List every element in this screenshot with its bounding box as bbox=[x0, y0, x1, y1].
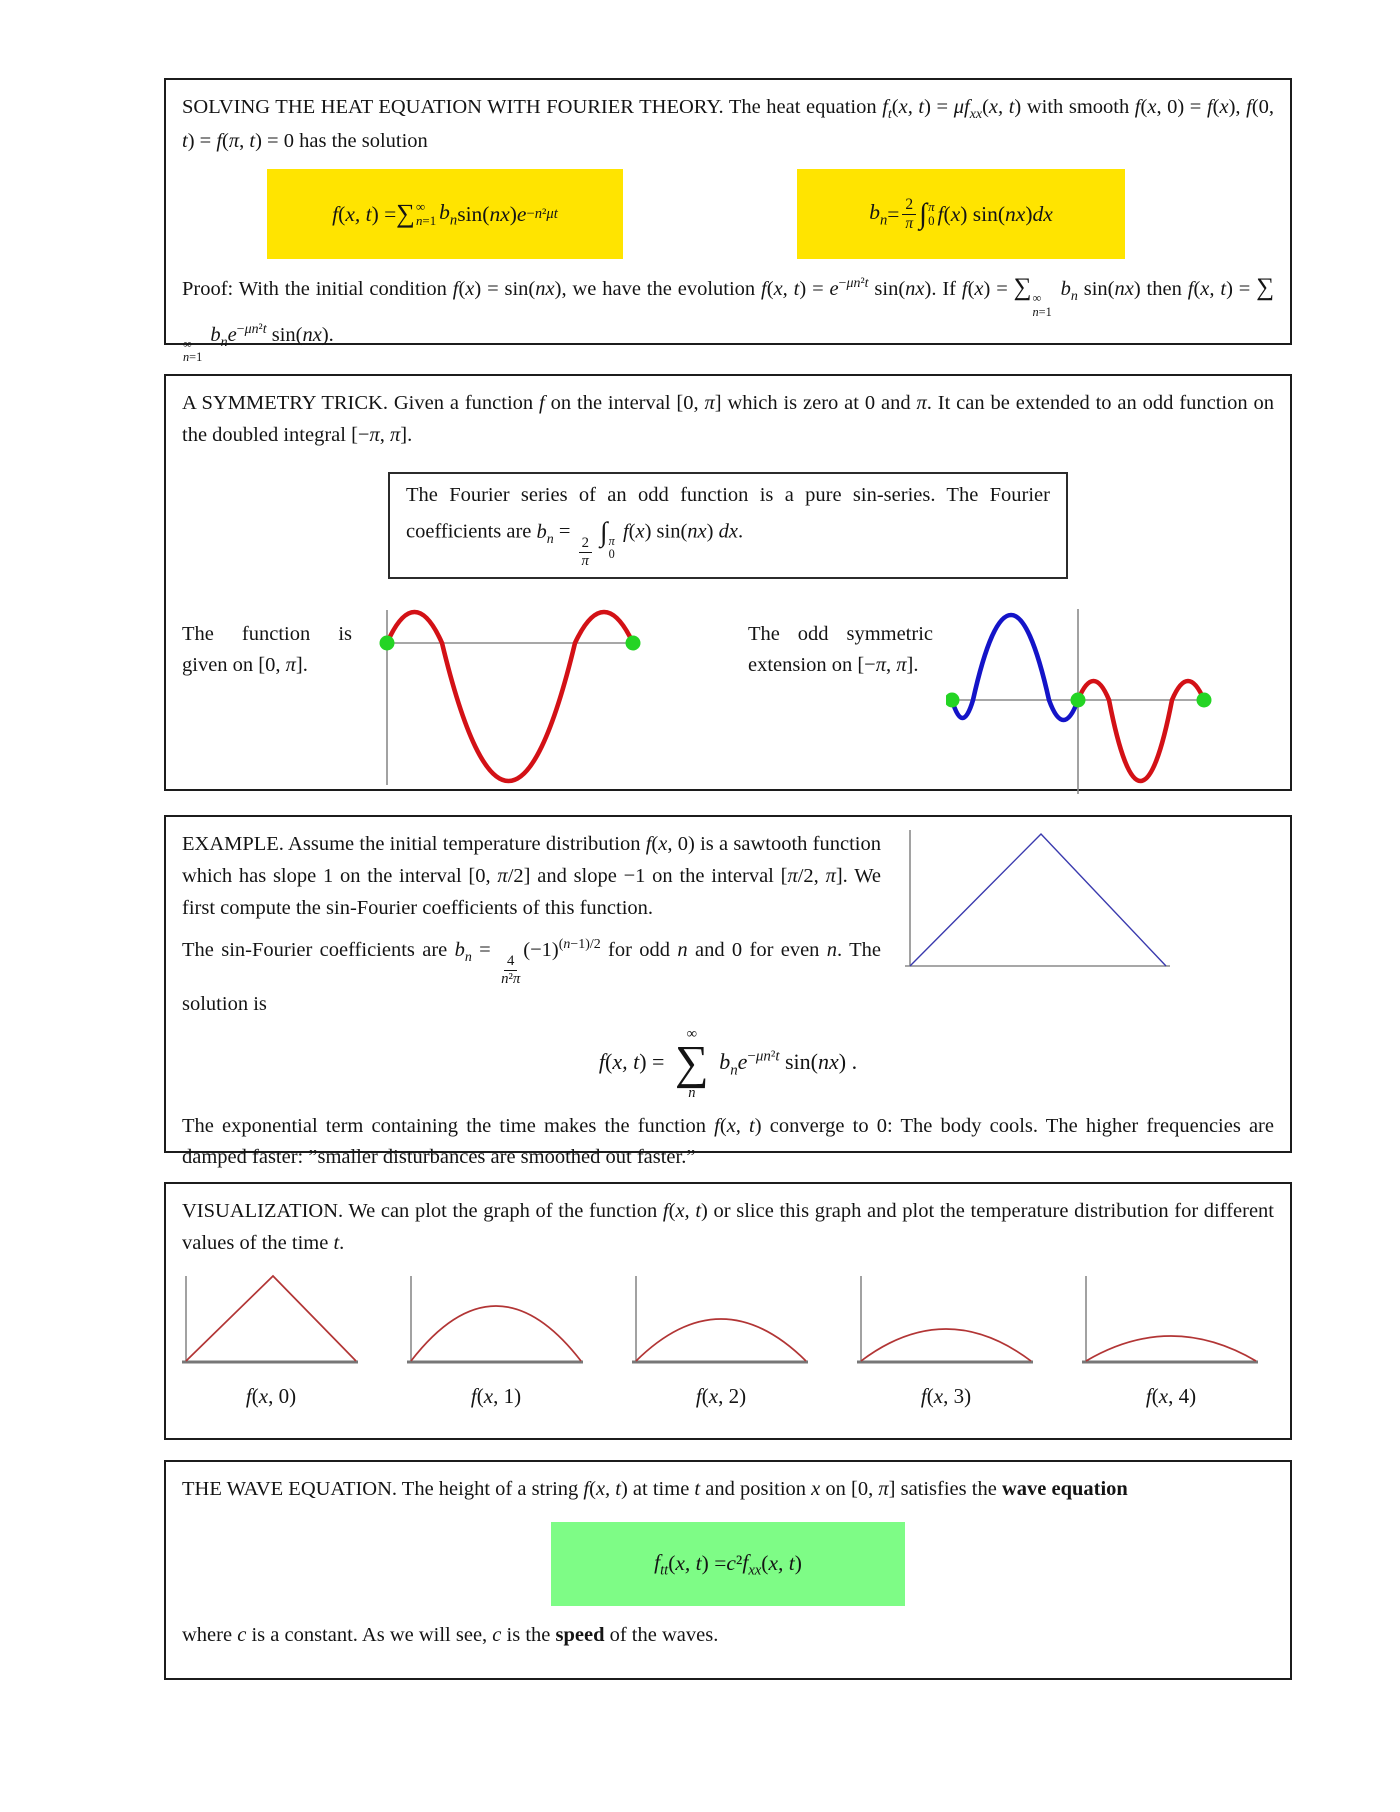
heat-solution-formula: f ( x, t ) = ∑ ∞ n=1 $b_n$ sin( nx ) e −n²μt bbox=[267, 169, 623, 259]
slice-label: f(x, 3) bbox=[920, 1383, 972, 1408]
function-plot bbox=[371, 607, 641, 797]
symmetry-intro-paragraph: A SYMMETRY TRICK. Given a function f on the interval [0, π] which is zero at 0 and π. It can be extended to an odd function on the doubled integral [−π, π]. bbox=[182, 392, 1274, 446]
odd-extension-plot bbox=[946, 607, 1216, 797]
wave-note-paragraph: where c is a constant. As we will see, c is the speed of the waves. bbox=[182, 1623, 719, 1646]
endpoint-dot-left bbox=[946, 692, 960, 707]
temperature-curve bbox=[636, 1319, 806, 1361]
sawtooth-plot bbox=[905, 827, 1170, 972]
slice-label: f(x, 2) bbox=[695, 1383, 747, 1408]
heat-proof-paragraph: Proof: With the initial condition f(x) = sin(nx), we have the evolution f(x, $t) = e^{-\mu n^2t}$ sin(nx). If f(x) = ∑ ∞ n=1 $b_n$ sin(nx) then f(x, t) = ∑ ∞ n=1 $b_ne^{-\mu n^2t}$ sin(nx). bbox=[182, 274, 1275, 365]
slice-plot-t1 bbox=[407, 1274, 585, 1370]
fourier-coefficient-formula: $b_n$ = $\frac{2}{\pi}$ ∫ π 0 f ( x ) sin( nx ) dx bbox=[797, 169, 1125, 259]
symmetry-plots-row bbox=[182, 607, 1274, 797]
visualization-intro-paragraph: VISUALIZATION. We can plot the graph of the function f(x, t) or slice this graph and plot the temperature distribution for different values of the time t. bbox=[182, 1200, 1275, 1254]
slice-plot-t4 bbox=[1082, 1274, 1260, 1370]
highlighted-formula-row bbox=[267, 169, 1125, 259]
endpoint-dot-center bbox=[1071, 692, 1086, 707]
example-solution-formula: f(x, t) = ∞ ∑ n $b_ne^{-\mu n^2t}$ sin(nx) . bbox=[598, 1025, 858, 1102]
wave-equation-section bbox=[164, 1460, 1292, 1680]
symmetry-trick-section bbox=[164, 374, 1292, 791]
sawtooth-curve bbox=[910, 834, 1166, 966]
slice-plot-t3 bbox=[857, 1274, 1035, 1370]
temperature-curve bbox=[861, 1329, 1031, 1361]
endpoint-dot-left bbox=[380, 635, 395, 650]
temperature-curve bbox=[1086, 1336, 1256, 1361]
temperature-curve bbox=[186, 1276, 356, 1361]
slice-label: f(x, 4) bbox=[1145, 1383, 1197, 1408]
odd-extension-caption: The odd symmetric extension on [−π, π]. bbox=[748, 622, 933, 677]
endpoint-dot-right bbox=[626, 635, 641, 650]
visualization-section bbox=[164, 1182, 1292, 1440]
slice-plot-t2 bbox=[632, 1274, 810, 1370]
function-plot-caption: The function is given on [0, π]. bbox=[182, 622, 352, 677]
endpoint-dot-right bbox=[1197, 692, 1212, 707]
wave-intro-paragraph: THE WAVE EQUATION. The height of a string f(x, t) at time t and position x on [0, π] satisfies the wave equation bbox=[182, 1478, 1128, 1500]
wave-equation-formula: $f_{tt}$ ( x, t ) = c ² $f_{xx}$ ( x, t ) bbox=[551, 1522, 905, 1606]
temperature-slices-row bbox=[182, 1274, 1274, 1413]
example-intro-paragraph: EXAMPLE. Assume the initial temperature distribution f(x, 0) is a sawtooth function which has slope 1 on the interval [0, π/2] and slope −1 on the interval [π/2, π]. We first compute the sin-Fourier coefficients of this function. bbox=[182, 833, 882, 919]
slice-plot-cell bbox=[632, 1274, 810, 1413]
slice-label: f(x, 0) bbox=[245, 1383, 297, 1408]
slice-plot-cell bbox=[407, 1274, 585, 1413]
sine-curve bbox=[387, 612, 633, 781]
slice-plot-cell bbox=[182, 1274, 360, 1413]
odd-extension-curve bbox=[952, 615, 1078, 720]
sin-series-note-box: The Fourier series of an odd function is a pure sin-series. The Fourier coefficients are $b_n$ = $\frac{2}{\pi}$ ∫ π 0 f(x) sin(nx) dx. bbox=[388, 472, 1068, 579]
temperature-curve bbox=[411, 1306, 581, 1361]
coefficients-paragraph: The sin-Fourier coefficients are $b_n$ = $\frac{4}{\text{n²π}}$ $(-1)^{(n-1)/2}$ for odd n and 0 for even n. The solution is bbox=[182, 937, 881, 1015]
example-section bbox=[164, 815, 1292, 1169]
cooling-note-paragraph: The exponential term containing the time makes the function f(x, t) converge to 0: The body cools. The higher frequencies are damped faster: ”smaller disturbances are smoothed out faster.” bbox=[182, 1114, 1274, 1169]
slice-plot-cell bbox=[1082, 1274, 1260, 1413]
slice-plot-cell bbox=[857, 1274, 1035, 1413]
heat-intro-paragraph: SOLVING THE HEAT EQUATION WITH FOURIER THEORY. The heat equation $f_t(x$, $t) = \mu f_{xx}(x$, t) with smooth f(x, 0) = f(x), f(0, t) = f(π, t) = 0 has the solution bbox=[182, 96, 1275, 152]
heat-equation-section bbox=[164, 78, 1292, 365]
slice-plot-t0 bbox=[182, 1274, 360, 1370]
original-function-curve bbox=[1078, 681, 1204, 781]
slice-label: f(x, 1) bbox=[470, 1383, 522, 1408]
